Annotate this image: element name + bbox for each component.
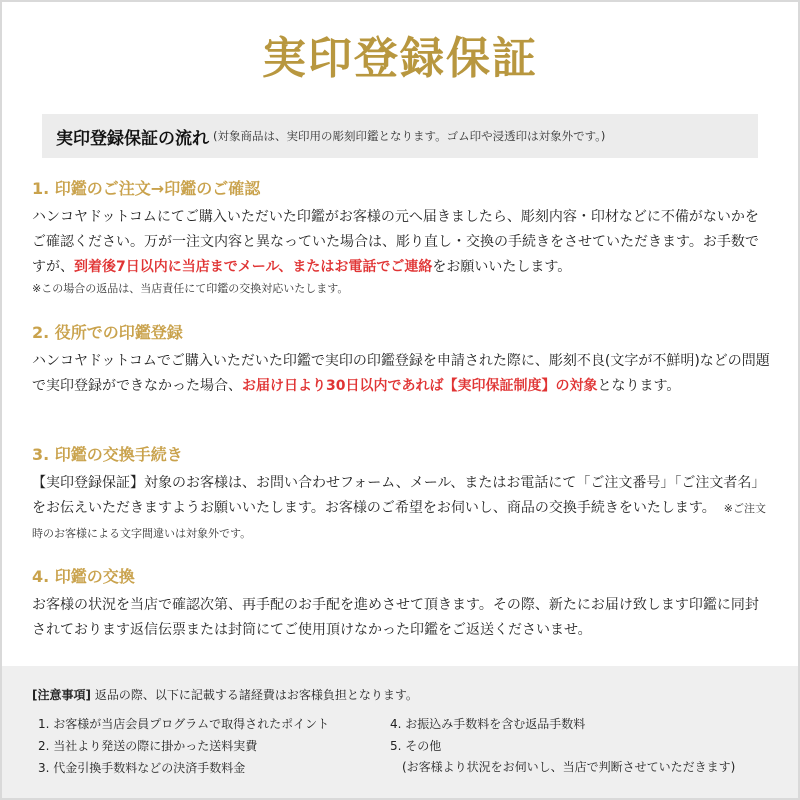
notice-item: 2. 当社より発送の際に掛かった送料実費 <box>38 739 258 753</box>
page-title: 実印登録保証 <box>262 33 538 84</box>
notice-box <box>2 666 798 798</box>
flow-note: (対象商品は、実印用の彫刻印鑑となります。ゴム印や浸透印は対象外です。) <box>213 129 606 143</box>
flow-header <box>42 114 758 158</box>
notice-text: 返品の際、以下に記載する諸経費はお客様負担となります。 <box>94 688 418 702</box>
section-note: ※この場合の返品は、当店責任にて印鑑の交換対応いたします。 <box>32 282 349 295</box>
notice-column-right <box>384 713 768 779</box>
section-heading: 2. 役所での印鑑登録 <box>32 323 183 342</box>
notice-item: 1. お客様が当店会員プログラムで取得されたポイント <box>38 717 330 731</box>
body-text: をお願いいたします。 <box>432 259 572 275</box>
body-text: 【実印登録保証】対象のお客様は、お問い合わせフォーム、メール、またはお電話にて「ご注文番号」「ご注文者名」をお伝えいただきますようお願いいたします。お客様のご希望をお伺いし、商品の交換手続きをいたします。 <box>32 475 766 516</box>
section-note: ※ご注文時のお客様による文字間違いは対象外です。 <box>32 502 766 540</box>
section-exchange <box>32 564 772 643</box>
notice-label: [注意事項] <box>32 688 91 702</box>
section-heading: 1. 印鑑のご注文→印鑑のご確認 <box>32 179 261 198</box>
notice-list <box>32 713 768 779</box>
notice-subnote: (お客様より状況をお伺いし、当店で判断させていただきます) <box>402 760 736 774</box>
body-text: ハンコヤドットコムでご購入いただいた印鑑で実印の印鑑登録を申請された際に、彫刻不良(文字が不鮮明)などの問題で実印登録ができなかった場合、 <box>32 353 770 394</box>
section-body <box>32 205 772 280</box>
flow-title: 実印登録保証の流れ <box>56 128 209 149</box>
section-registration <box>32 320 772 399</box>
highlight-text: お届け日より30日以内であれば【実印保証制度】の対象 <box>242 378 598 394</box>
body-text: ハンコヤドットコムにてご購入いただいた印鑑がお客様の元へ届きましたら、彫刻内容・印材などに不備がないかをご確認ください。万が一注文内容と異なっていた場合は、彫り直し・交換の手続きをさせていただきます。お手数ですが、 <box>32 209 759 275</box>
notice-item: 5. その他 <box>390 739 442 753</box>
section-exchange-procedure <box>32 442 772 546</box>
section-heading: 4. 印鑑の交換 <box>32 567 135 586</box>
body-text: となります。 <box>597 378 681 394</box>
highlight-text: 到着後7日以内に当店までメール、またはお電話でご連絡 <box>74 259 433 275</box>
notice-column-left <box>32 713 384 779</box>
section-body <box>32 349 772 399</box>
section-body: お客様の状況を当店で確認次第、再手配のお手配を進めさせて頂きます。その際、新たにお届け致します印鑑に同封されております返信伝票または封筒にてご使用頂けなかった印鑑をご返送くださいませ。 <box>32 597 759 638</box>
notice-item: 3. 代金引換手数料などの決済手数料金 <box>38 761 246 775</box>
section-order-confirm <box>32 176 772 298</box>
notice-header <box>32 686 768 703</box>
notice-item: 4. お振込み手数料を含む返品手数料 <box>390 717 586 731</box>
section-body <box>32 471 772 546</box>
section-heading: 3. 印鑑の交換手続き <box>32 445 183 464</box>
